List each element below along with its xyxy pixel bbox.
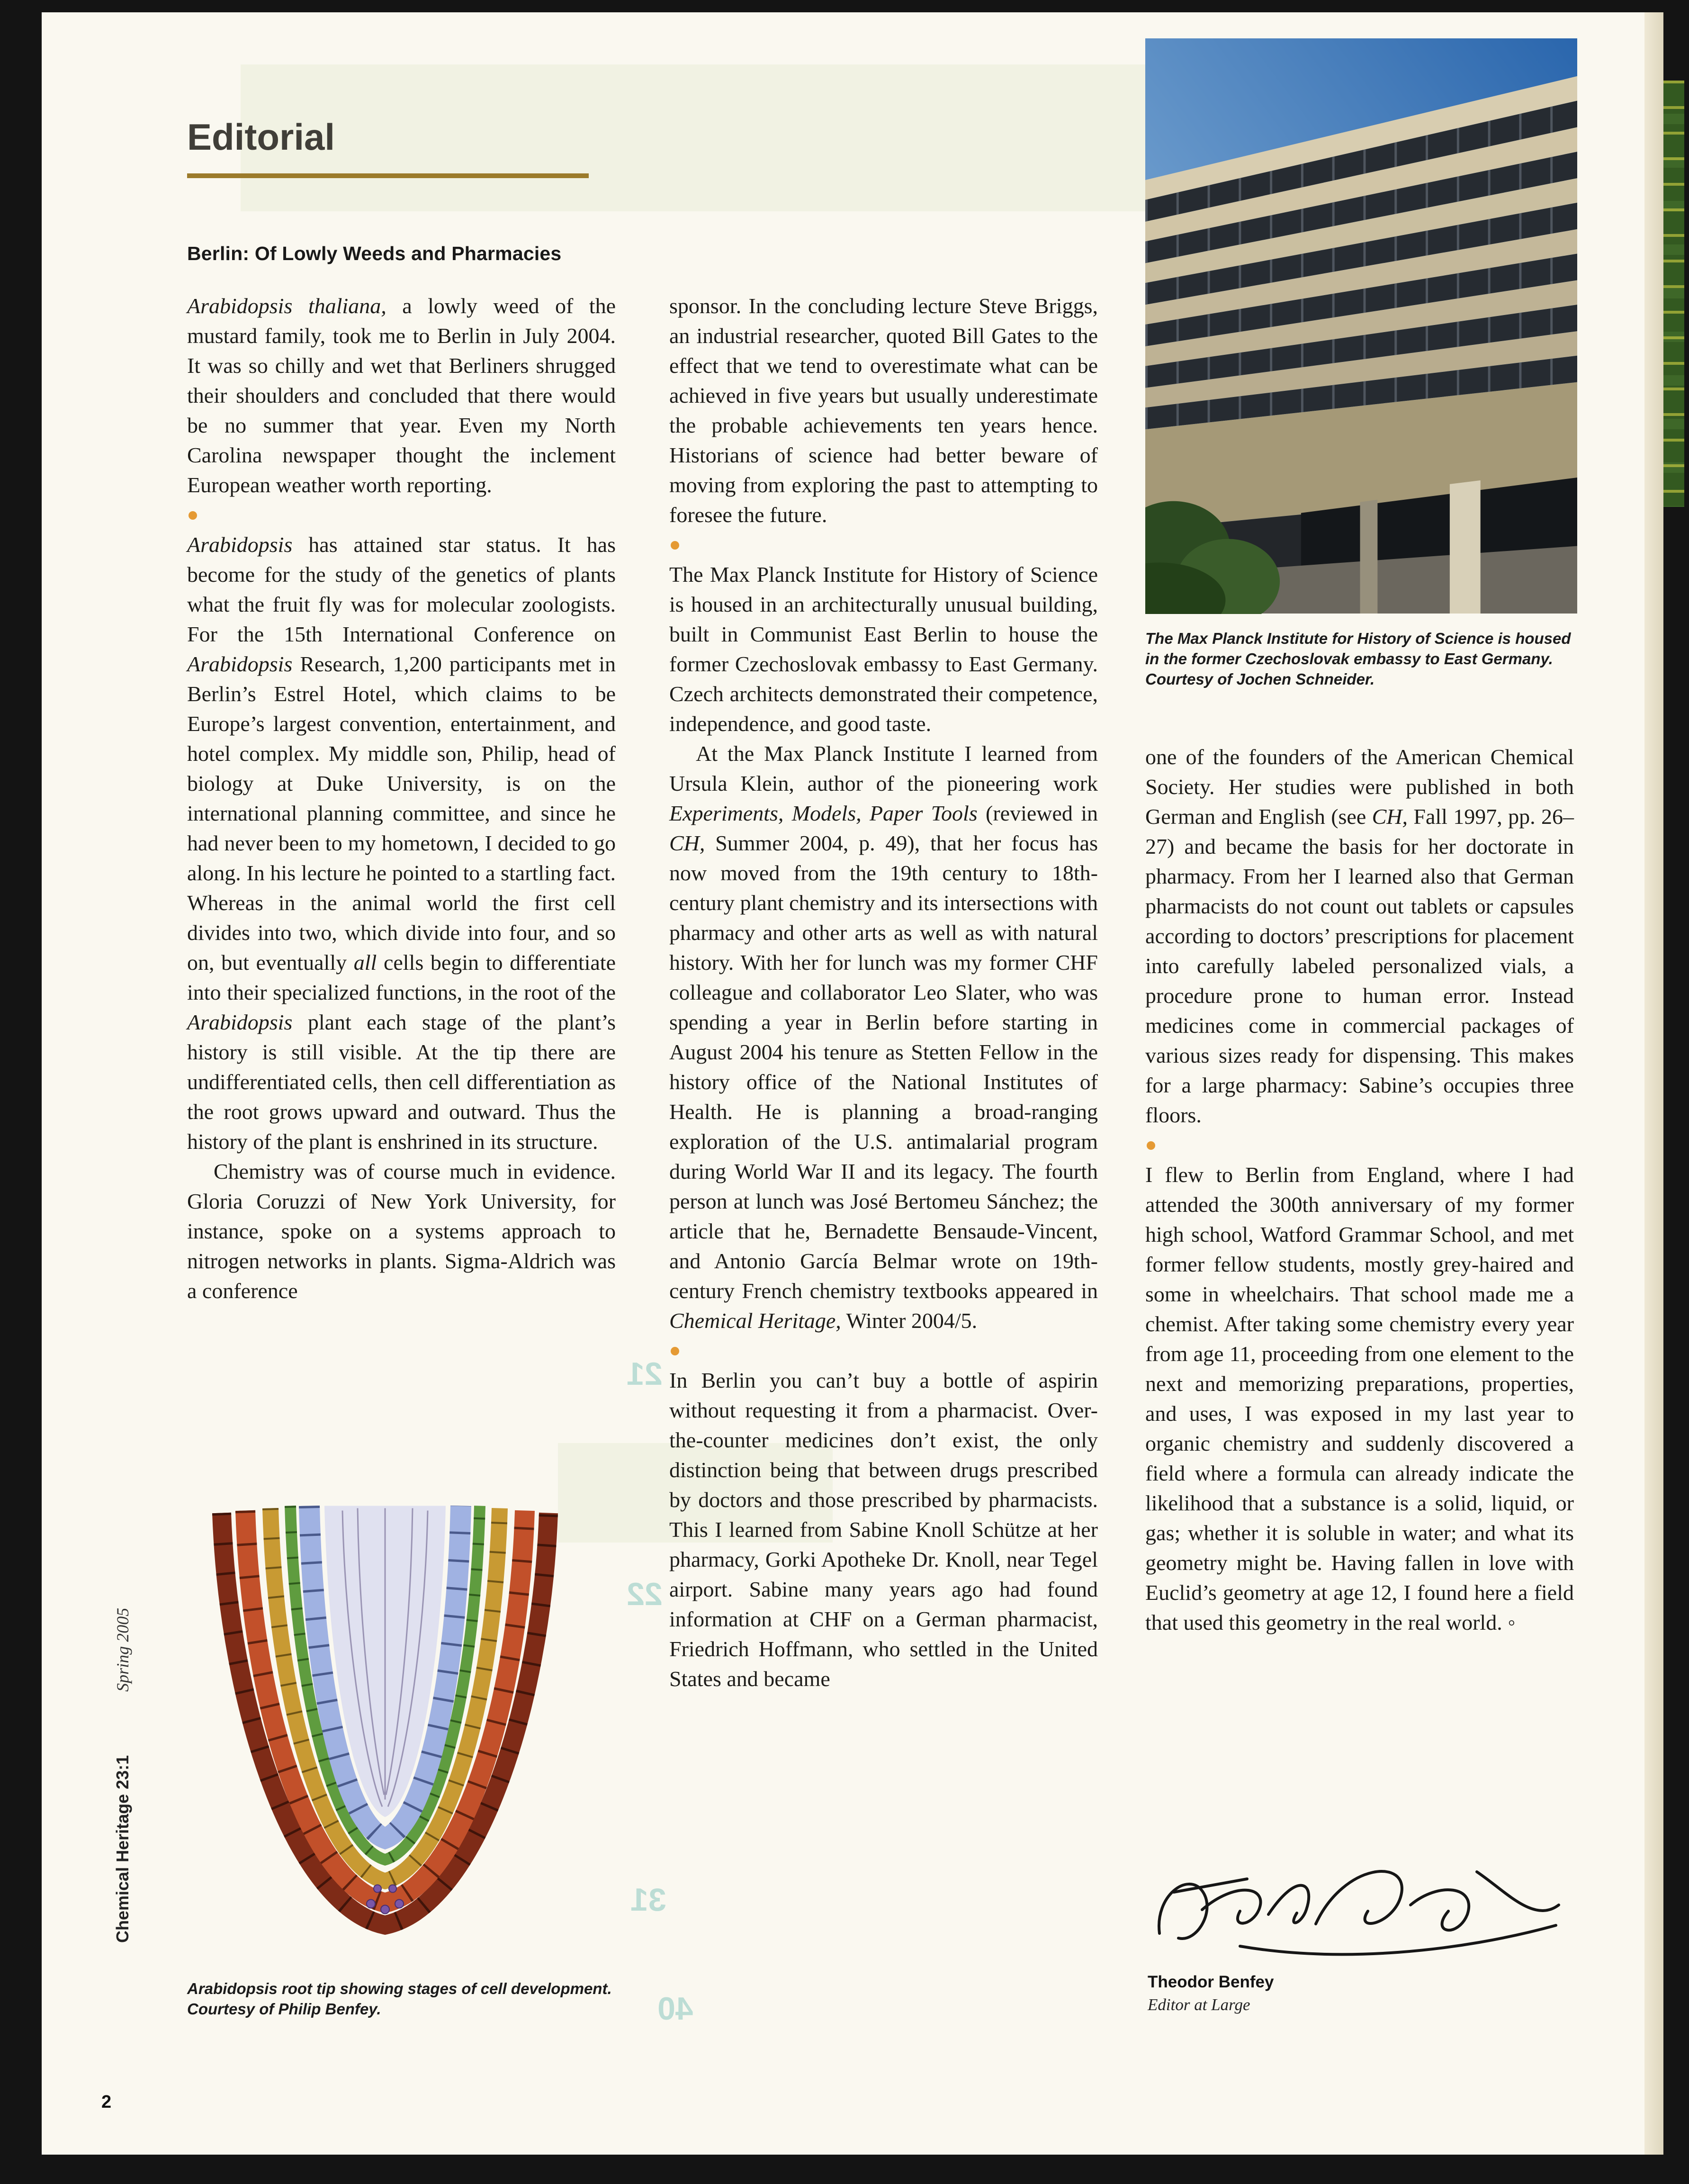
bleedthrough-number: 40: [657, 1991, 693, 2027]
body-paragraph: one of the founders of the American Chemical Society. Her studies were published in both German and English (see CH, Fall 1997, pp. 26–27) and became the basis for her doctorate in pharmacy. From her I learned also that German pharmacists do not count out tablets or capsules according to doctors’ prescriptions for placement into carefully labeled personalized vials, a procedure prone to human error. Instead medicines come in commercial packages of various sizes ready for dispensing. This makes for a large pharmacy: Sabine’s occupies three floors.: [1145, 745, 1574, 1127]
building-photo-illustration: [1145, 38, 1577, 614]
bleedthrough-band: [241, 64, 1155, 211]
signature-name: Theodor Benfey: [1148, 1973, 1274, 1991]
body-paragraph: The Max Planck Institute for History of Science is housed in an architecturally unusual building, built in Communist East Berlin to house the former Czechoslovak embassy to East Germany. Czech architects demonstrated their competence, independence, and good taste.: [669, 562, 1098, 736]
spine-volume-label: Chemical Heritage 23:1: [113, 1755, 132, 1943]
spine-season-label: Spring 2005: [113, 1607, 132, 1692]
text-column-2: [669, 291, 1098, 1694]
article-title: Berlin: Of Lowly Weeds and Pharmacies: [187, 243, 562, 264]
page-number: 2: [101, 2092, 112, 2112]
photo-caption: The Max Planck Institute for History of Science is housed in the former Czechoslovak embassy to East Germany. Courtesy of Jochen Schneider.: [1145, 630, 1571, 688]
handwritten-signature: [1148, 1855, 1574, 1964]
body-paragraph: sponsor. In the concluding lecture Steve Briggs, an industrial researcher, quoted Bill Gates to the effect that we tend to overestimate what can be achieved in five years but usually underestimate the probable achievements ten years hence. Historians of science had better beware of moving from exploring the past to attempting to foresee the future.: [669, 294, 1098, 527]
section-bullet-icon: [1147, 1141, 1155, 1150]
bleedthrough-number: 31: [630, 1882, 666, 1918]
section-kicker: Editorial: [187, 116, 335, 158]
body-paragraph: I flew to Berlin from England, where I had attended the 300th anniversary of my former high school, Watford Grammar School, and met former fellow students, mostly grey-haired and some in wheelchairs. That school made me a chemist. After taking some chemistry every year from age 11, proceeding from one element to the next and memorizing preparations, properties, and uses, I was exposed in my last year to organic chemistry and suddenly discovered a field where a formula can already indicate the likelihood that a substance is a solid, liquid, or gas; whether it is soluble in water; and what its geometry might be. Having fallen in love with Euclid’s geometry at age 12, I found here a field that used this geometry in the real world. ◦: [1145, 1163, 1574, 1634]
next-page-green-band: [1663, 81, 1684, 507]
next-page-edge: [1644, 12, 1663, 2155]
body-paragraph: Arabidopsis has attained star status. It has become for the study of the genetics of plants what the fruit fly was for molecular zoologists. For the 15th International Conference on Arabidopsis Research, 1,200 participants met in Berlin’s Estrel Hotel, which claims to be Europe’s largest convention, entertainment, and hotel complex. My middle son, Philip, head of biology at Duke University, is on the international planning committee, and since he had never been to my hometown, I decided to go along. In his lecture he pointed to a startling fact. Whereas in the animal world the first cell divides into two, which divide into four, and so on, but eventually all cells begin to differentiate into their specialized functions, in the root of the Arabidopsis plant each stage of the plant’s history is still visible. At the tip there are undifferentiated cells, then cell differentiation as the root grows upward and outward. Thus the history of the plant is enshrined in its structure.: [187, 532, 616, 1154]
text-column-3: [1145, 742, 1574, 1637]
spine-text: [113, 1608, 133, 1943]
section-bullet-icon: [671, 541, 679, 550]
text-column-1: [187, 291, 616, 1306]
building-photo: [1145, 38, 1577, 614]
signature-scrawl: [1148, 1855, 1574, 1964]
bleedthrough-number: 21: [627, 1356, 663, 1392]
root-tip-figure: [181, 1505, 589, 1967]
section-bullet-icon: [189, 511, 197, 520]
signature-role: Editor at Large: [1148, 1995, 1250, 2014]
root-tip-illustration: [181, 1505, 589, 1967]
section-bullet-icon: [671, 1347, 679, 1355]
body-paragraph: In Berlin you can’t buy a bottle of aspirin without requesting it from a pharmacist. Over-the-counter medicines don’t exist, the only distinction being that between drugs prescribed by doctors and those prescribed by pharmacists. This I learned from Sabine Knoll Schütze at her pharmacy, Gorki Apotheke Dr. Knoll, near Tegel airport. Sabine many years ago had found information at CHF on a German pharmacist, Friedrich Hoffmann, who settled in the United States and became: [669, 1368, 1098, 1691]
magazine-page: [42, 12, 1644, 2155]
body-paragraph: At the Max Planck Institute I learned from Ursula Klein, author of the pioneering work Experiments, Models, Paper Tools (reviewed in CH, Summer 2004, p. 49), that her focus has now moved from the 19th century to 18th-century plant chemistry and its intersections with pharmacy and other arts as well as with natural history. With her for lunch was my former CHF colleague and collaborator Leo Slater, who was spending a year in Berlin before starting in August 2004 his tenure as Stetten Fellow in the history office of the National Institutes of Health. He is planning a broad-ranging exploration of the U.S. antimalarial program during World War II and its legacy. The fourth person at lunch was José Bertomeu Sánchez; the article that he, Bernadette Bensaude-Vincent, and Antonio García Belmar wrote on 19th-century French chemistry textbooks appeared in Chemical Heritage, Winter 2004/5.: [669, 741, 1098, 1333]
body-paragraph: Arabidopsis thaliana, a lowly weed of the mustard family, took me to Berlin in July 2004. It was so chilly and wet that Berliners shrugged their shoulders and concluded that there would be no summer that year. Even my North Carolina newspaper thought the inclement European weather worth reporting.: [187, 294, 616, 497]
body-paragraph: Chemistry was of course much in evidence. Gloria Coruzzi of New York University, for instance, spoke on a systems approach to nitrogen networks in plants. Sigma-Aldrich was a conference: [187, 1159, 616, 1303]
bleedthrough-number: 22: [627, 1576, 663, 1612]
kicker-underline-rule: [187, 173, 589, 178]
figure-caption: Arabidopsis root tip showing stages of cell development. Courtesy of Philip Benfey.: [187, 1980, 612, 2018]
